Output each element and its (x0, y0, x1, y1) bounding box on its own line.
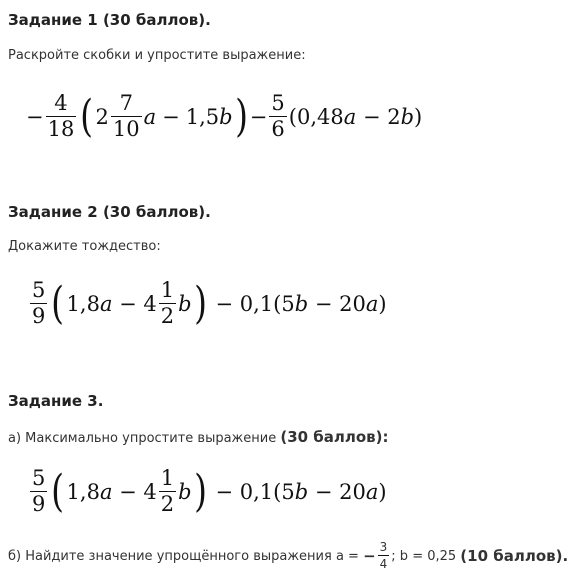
task1-expression (26, 90, 423, 142)
fraction-1-2 (159, 468, 176, 515)
minus-sign: − (249, 104, 268, 129)
task3-heading: Задание 3. (8, 392, 104, 410)
mixed-whole: 2 (95, 104, 109, 129)
minus-sign: − (26, 104, 44, 129)
numerator: 3 (379, 540, 388, 554)
variable-a: a (365, 291, 379, 316)
variable-b: b (294, 291, 309, 316)
denominator: 2 (160, 492, 175, 516)
fraction-5-6 (269, 93, 286, 140)
fraction-7-10 (111, 93, 142, 140)
paren-close: ) (378, 479, 387, 504)
left-paren: ( (51, 277, 65, 329)
denominator: 18 (47, 117, 75, 141)
tail-mid: − 20 (308, 479, 366, 504)
denominator: 2 (160, 304, 175, 328)
right-paren: ) (193, 465, 207, 517)
tail-mid: − 20 (308, 291, 366, 316)
variable-a: a (99, 291, 113, 316)
task2-expression (28, 277, 387, 329)
paren-group-start: (0,48 (288, 104, 344, 129)
part-b-rest: ; b = 0,25 (391, 549, 461, 564)
minus-term: − 2 (356, 104, 401, 129)
minus-sign: − (363, 547, 376, 565)
numerator: 5 (32, 466, 46, 490)
variable-a: a (99, 479, 113, 504)
numerator: 5 (32, 278, 46, 302)
task3-expression (28, 465, 387, 517)
paren-close: ) (414, 104, 423, 129)
part-a-text: а) Максимально упростите выражение (8, 431, 281, 446)
variable-b: b (219, 104, 233, 129)
numerator: 1 (160, 466, 175, 490)
part-b-points: (10 баллов). (460, 547, 568, 565)
part-a-points: (30 баллов): (280, 428, 389, 446)
variable-b: b (178, 291, 192, 316)
right-paren: ) (193, 277, 207, 329)
numerator: 4 (54, 91, 68, 115)
denominator: 4 (379, 557, 388, 571)
numerator: 7 (119, 91, 133, 115)
denominator: 9 (32, 492, 46, 516)
variable-b: b (178, 479, 192, 504)
fraction-4-18 (46, 93, 77, 140)
paren-close: ) (378, 291, 387, 316)
fraction-5-9 (30, 280, 47, 327)
left-paren: ( (80, 90, 94, 142)
right-paren: ) (234, 90, 248, 142)
denominator: 9 (32, 304, 46, 328)
numerator: 1 (160, 278, 175, 302)
variable-b: b (294, 479, 309, 504)
numerator: 5 (271, 91, 285, 115)
fraction-3-4 (378, 541, 390, 570)
tail-term: − 0,1(5 (208, 291, 295, 316)
task3-part-b (8, 542, 568, 570)
minus-term: − 4 (112, 291, 157, 316)
coefficient: 1,8 (66, 479, 100, 504)
task2-heading: Задание 2 (30 баллов). (8, 203, 211, 221)
part-b-text: б) Найдите значение упрощённого выражения a = (8, 549, 364, 564)
minus-term: − 4 (112, 479, 157, 504)
fraction-1-2 (159, 280, 176, 327)
tail-term: − 0,1(5 (208, 479, 295, 504)
coefficient: 1,8 (66, 291, 100, 316)
left-paren: ( (51, 465, 65, 517)
fraction-5-9 (30, 468, 47, 515)
denominator: 6 (271, 117, 285, 141)
task1-heading: Задание 1 (30 баллов). (8, 11, 211, 29)
coefficient: 1,5 (185, 104, 220, 129)
variable-a: a (343, 104, 357, 129)
variable-b: b (400, 104, 415, 129)
task3-part-a (8, 428, 389, 446)
minus-sign: − (162, 104, 180, 129)
variable-a: a (143, 104, 157, 129)
denominator: 10 (112, 117, 140, 141)
task2-instruction: Докажите тождество: (8, 239, 161, 254)
task1-instruction: Раскройте скобки и упростите выражение: (8, 48, 306, 63)
variable-a: a (365, 479, 379, 504)
